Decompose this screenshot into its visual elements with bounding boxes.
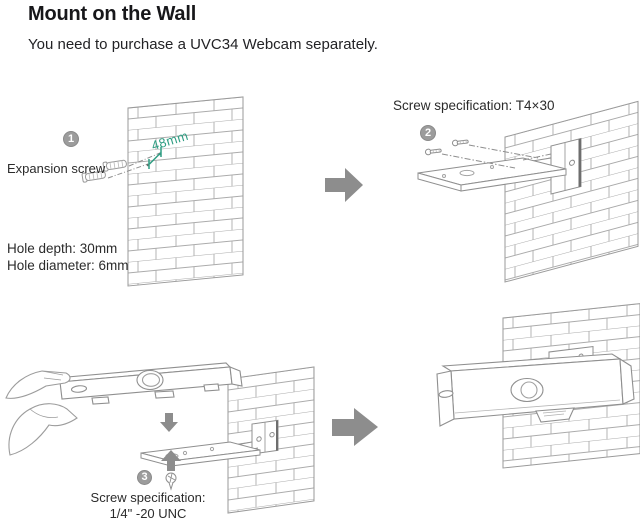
step1-badge: 1 — [63, 131, 79, 147]
mount-clamp — [204, 384, 219, 391]
screw-icon — [166, 473, 176, 489]
step1-brick-wall-illustration — [128, 97, 243, 286]
video-bar-illustration — [56, 363, 242, 404]
page-title: Mount on the Wall — [28, 3, 197, 25]
step3-screw-spec-label-line1: Screw specification: — [90, 490, 206, 505]
mount-clamp — [155, 391, 174, 398]
right-arrow-icon — [332, 408, 378, 446]
right-arrow-icon — [325, 168, 363, 202]
step2-screw-spec-label: Screw specification: T4×30 — [393, 98, 555, 113]
screw-icon — [452, 139, 468, 146]
step2-brick-wall-illustration — [505, 101, 638, 282]
page-subtitle: You need to purchase a UVC34 Webcam separately. — [28, 36, 378, 53]
dimension-label: 48mm — [149, 127, 191, 154]
mount-clamp — [92, 397, 109, 404]
step3-screw-spec-label-line2: 1/4" -20 UNC — [109, 506, 187, 521]
hole-depth-label: Hole depth: 30mm — [7, 241, 118, 256]
screw-icon — [425, 148, 441, 155]
expansion-screw-label: Expansion screw — [7, 161, 106, 176]
hole-diameter-label: Hole diameter: 6mm — [7, 258, 129, 273]
step2-badge: 2 — [420, 125, 436, 141]
expansion-anchor-icon — [103, 159, 127, 171]
step3-badge: 3 — [137, 470, 152, 485]
down-arrow-icon — [160, 413, 178, 432]
